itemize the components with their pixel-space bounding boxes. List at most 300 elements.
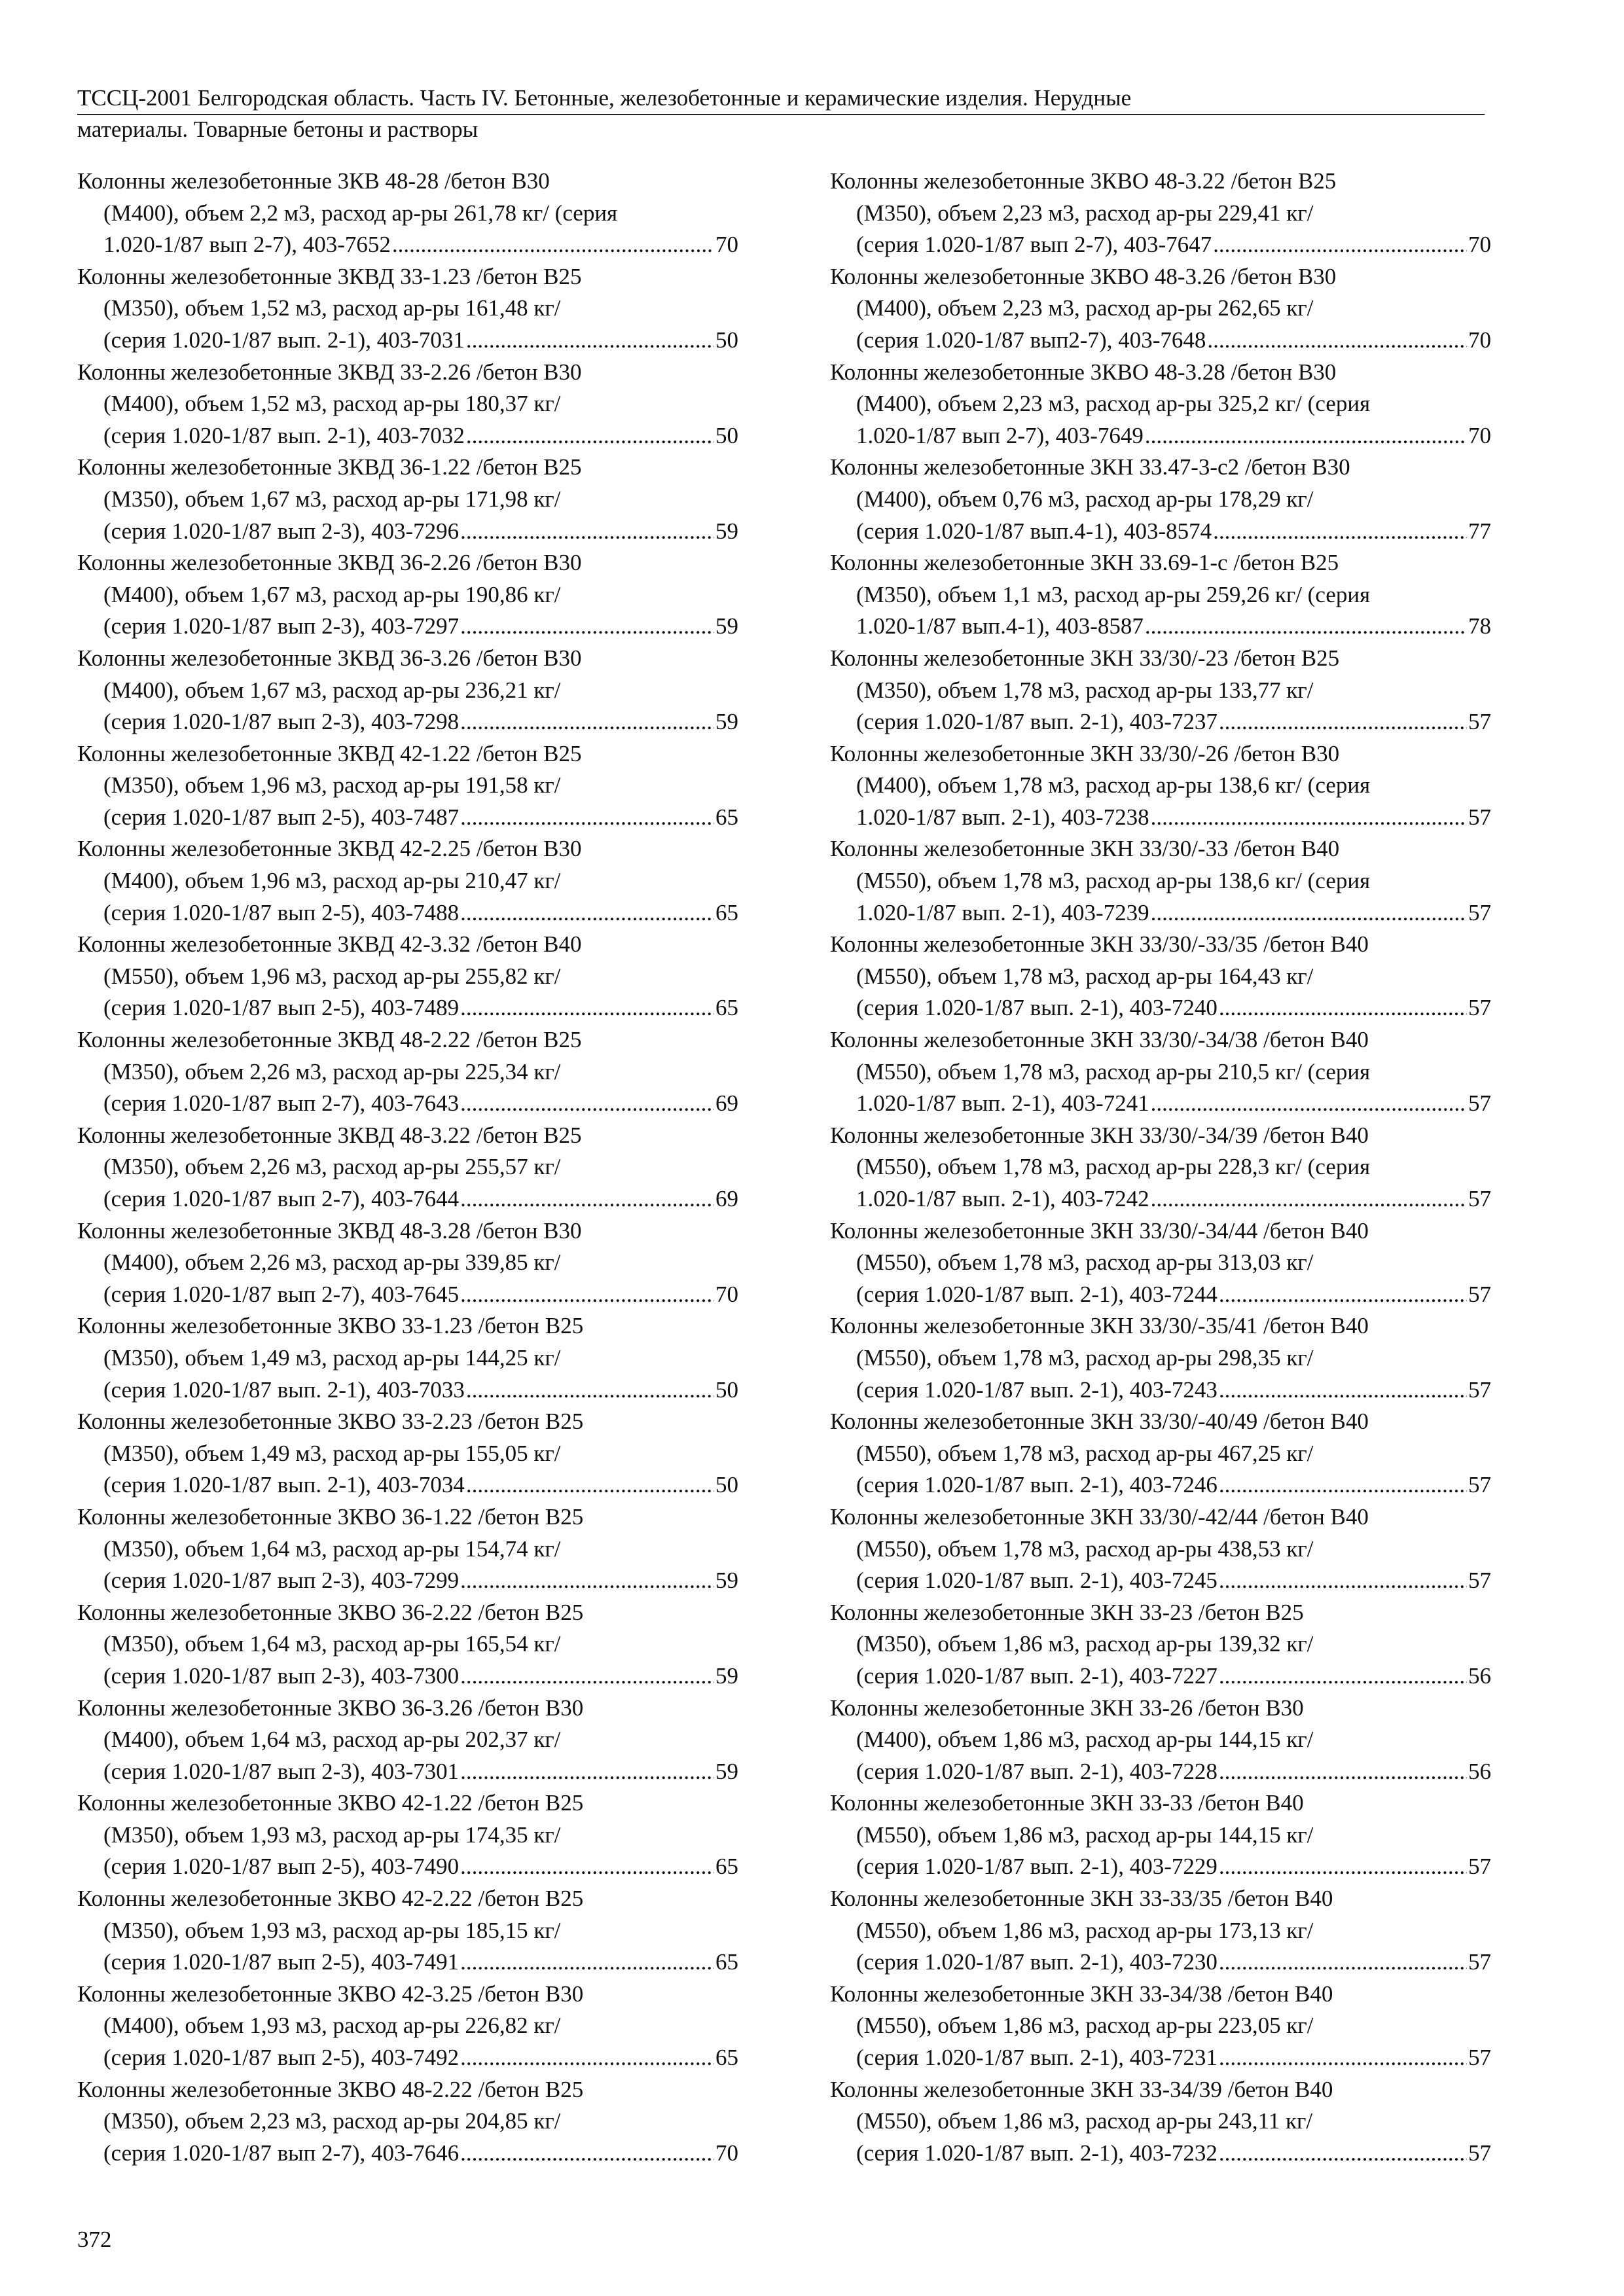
index-entry (830, 1787, 1491, 1883)
entry-reference: (серия 1.020-1/87 вып. 2-1), 403-7034 (103, 1472, 465, 1498)
entry-line-1: Колонны железобетонные 3КВД 36-1.22 /бетон В25 (77, 454, 582, 480)
index-entry (77, 1979, 738, 2074)
entry-reference: (серия 1.020-1/87 вып 2-3), 403-7299 (103, 1568, 460, 1594)
entry-line-2: (М550), объем 1,78 м3, расход ар-ры 313,03 кг/ (856, 1249, 1314, 1276)
entry-line-2: (М350), объем 1,67 м3, расход ар-ры 171,98 кг/ (103, 486, 561, 512)
entry-reference: (серия 1.020-1/87 вып 2-3), 403-7296 (103, 518, 460, 544)
entry-line-1: Колонны железобетонные 3КВО 48-3.26 /бетон В30 (830, 263, 1337, 289)
entry-line-1: Колонны железобетонные 3КВД 42-3.32 /бетон В40 (77, 931, 582, 958)
entry-page-number: 50 (715, 1472, 738, 1498)
index-entry (77, 1597, 738, 1693)
entry-line-3 (77, 706, 738, 738)
entry-line-2: (М550), объем 1,78 м3, расход ар-ры 228,3 кг/ (серия (856, 1154, 1371, 1180)
index-entry (830, 2074, 1491, 2170)
entry-line-1: Колонны железобетонные 3КН 33/30/-34/38 /бетон В40 (830, 1027, 1369, 1053)
dot-leader (460, 1660, 714, 1693)
entry-reference: (серия 1.020-1/87 вып. 2-1), 403-7228 (856, 1758, 1218, 1784)
entry-page-number: 59 (715, 1568, 738, 1594)
dot-leader (1219, 706, 1467, 738)
entry-reference: 1.020-1/87 вып. 2-1), 403-7238 (856, 804, 1149, 830)
index-entry (77, 738, 738, 834)
entry-line-3 (77, 1088, 738, 1120)
entry-page-number: 57 (1468, 804, 1491, 830)
entry-line-2: (М400), объем 1,93 м3, расход ар-ры 226,82 кг/ (103, 2013, 561, 2039)
entry-line-3 (830, 1756, 1491, 1788)
entry-line-2: (М350), объем 2,23 м3, расход ар-ры 204,85 кг/ (103, 2108, 561, 2134)
entry-line-1: Колонны железобетонные 3КН 33/30/-34/44 /бетон В40 (830, 1217, 1369, 1244)
entry-line-1: Колонны железобетонные 3КВД 48-2.22 /бетон В25 (77, 1027, 582, 1053)
index-entry (77, 1310, 738, 1406)
entry-line-2: (М400), объем 1,52 м3, расход ар-ры 180,37 кг/ (103, 391, 561, 417)
entry-page-number: 59 (715, 518, 738, 544)
header-title-line-1: ТССЦ-2001 Белгородская область. Часть IV. Бетонные, железобетонные и керамические изделия. Нерудные (77, 84, 1485, 115)
entry-page-number: 65 (715, 1949, 738, 1975)
entry-line-3 (77, 992, 738, 1024)
entry-line-1: Колонны железобетонные 3КН 33/30/-35/41 /бетон В40 (830, 1313, 1369, 1339)
entry-page-number: 77 (1468, 518, 1491, 544)
entry-line-1: Колонны железобетонные 3КВО 48-3.28 /бетон В30 (830, 359, 1337, 385)
entry-line-3 (77, 325, 738, 357)
index-entry (77, 1787, 738, 1883)
index-entry (830, 261, 1491, 357)
dot-leader (1219, 1851, 1467, 1883)
entry-page-number: 57 (1468, 1949, 1491, 1975)
entry-reference: 1.020-1/87 вып. 2-1), 403-7241 (856, 1090, 1149, 1117)
entry-reference: (серия 1.020-1/87 вып 2-7), 403-7645 (103, 1281, 460, 1307)
dot-leader (460, 992, 714, 1024)
entry-line-3 (830, 420, 1491, 452)
dot-leader (460, 1279, 714, 1311)
dot-leader (1219, 1469, 1467, 1501)
entry-line-3 (77, 611, 738, 643)
entry-page-number: 57 (1468, 1090, 1491, 1117)
dot-leader (460, 1088, 714, 1120)
index-entry (830, 1406, 1491, 1501)
entry-reference: 1.020-1/87 вып. 2-1), 403-7242 (856, 1186, 1149, 1211)
entry-line-3 (830, 802, 1491, 834)
entry-line-3 (830, 897, 1491, 929)
dot-leader (460, 706, 714, 738)
entry-line-3 (77, 229, 738, 261)
entry-line-2: (М350), объем 2,26 м3, расход ар-ры 225,34 кг/ (103, 1058, 561, 1085)
dot-leader (460, 611, 714, 643)
entry-reference: (серия 1.020-1/87 вып 2-5), 403-7487 (103, 804, 460, 830)
entry-page-number: 65 (715, 899, 738, 925)
entry-line-1: Колонны железобетонные 3КН 33/30/-40/49 /бетон В40 (830, 1408, 1369, 1435)
entry-page-number: 70 (715, 2140, 738, 2166)
dot-leader (1207, 325, 1467, 357)
entry-line-2: (М400), объем 2,26 м3, расход ар-ры 339,85 кг/ (103, 1249, 561, 1276)
dot-leader (460, 1565, 714, 1597)
entry-line-2: (М550), объем 1,78 м3, расход ар-ры 298,35 кг/ (856, 1344, 1314, 1371)
entry-page-number: 65 (715, 995, 738, 1021)
dot-leader (1145, 611, 1467, 643)
entry-line-2: (М350), объем 1,86 м3, расход ар-ры 139,32 кг/ (856, 1631, 1314, 1657)
entry-line-1: Колонны железобетонные 3КН 33-33 /бетон В40 (830, 1790, 1304, 1816)
entry-reference: (серия 1.020-1/87 вып 2-3), 403-7297 (103, 613, 460, 639)
entry-line-3 (830, 2042, 1491, 2074)
entry-line-1: Колонны железобетонные 3КВО 36-2.22 /бетон В25 (77, 1599, 584, 1625)
entry-line-3 (830, 2138, 1491, 2170)
entry-line-1: Колонны железобетонные 3КВО 48-3.22 /бетон В25 (830, 168, 1337, 194)
entry-line-2: (М350), объем 1,96 м3, расход ар-ры 191,58 кг/ (103, 772, 561, 798)
entry-reference: (серия 1.020-1/87 вып 2-3), 403-7300 (103, 1662, 460, 1689)
entry-page-number: 59 (715, 1662, 738, 1689)
dot-leader (466, 420, 714, 452)
dot-leader (1219, 1279, 1467, 1311)
entry-page-number: 57 (1468, 1854, 1491, 1880)
entry-line-1: Колонны железобетонные 3КВД 42-1.22 /бетон В25 (77, 740, 582, 766)
entry-page-number: 59 (715, 709, 738, 735)
entry-reference: (серия 1.020-1/87 вып2-7), 403-7648 (856, 327, 1206, 353)
entry-line-2: (М400), объем 1,96 м3, расход ар-ры 210,47 кг/ (103, 868, 561, 894)
entry-line-1: Колонны железобетонные 3КН 33-23 /бетон В25 (830, 1599, 1304, 1625)
dot-leader (1213, 229, 1467, 261)
entry-line-2: (М350), объем 1,49 м3, расход ар-ры 144,25 кг/ (103, 1344, 561, 1371)
index-column-right (830, 166, 1491, 2169)
entry-line-3 (830, 1088, 1491, 1120)
entry-page-number: 57 (1468, 709, 1491, 735)
entry-reference: (серия 1.020-1/87 вып. 2-1), 403-7227 (856, 1662, 1218, 1689)
entry-line-2: (М400), объем 2,23 м3, расход ар-ры 262,65 кг/ (856, 295, 1314, 321)
dot-leader (1219, 1374, 1467, 1407)
entry-line-2: (М400), объем 1,67 м3, расход ар-ры 236,21 кг/ (103, 677, 561, 703)
entry-line-3 (830, 706, 1491, 738)
entry-reference: (серия 1.020-1/87 вып. 2-1), 403-7033 (103, 1376, 465, 1403)
entry-reference: 1.020-1/87 вып. 2-1), 403-7239 (856, 899, 1149, 925)
entry-page-number: 57 (1468, 1472, 1491, 1498)
entry-reference: (серия 1.020-1/87 вып. 2-1), 403-7231 (856, 2045, 1218, 2071)
entry-line-3 (830, 611, 1491, 643)
entry-line-2: (М400), объем 1,67 м3, расход ар-ры 190,86 кг/ (103, 581, 561, 607)
entry-page-number: 70 (1468, 327, 1491, 353)
entry-reference: (серия 1.020-1/87 вып. 2-1), 403-7240 (856, 995, 1218, 1021)
entry-line-2: (М550), объем 1,78 м3, расход ар-ры 210,5 кг/ (серия (856, 1058, 1371, 1085)
entry-line-1: Колонны железобетонные 3КН 33/30/-42/44 /бетон В40 (830, 1503, 1369, 1530)
entry-line-3 (77, 516, 738, 548)
entry-line-2: (М550), объем 1,78 м3, расход ар-ры 164,43 кг/ (856, 963, 1314, 989)
index-entry (77, 1693, 738, 1788)
index-entry (77, 1120, 738, 1215)
entry-page-number: 57 (1468, 899, 1491, 925)
entry-reference: (серия 1.020-1/87 вып 2-5), 403-7491 (103, 1949, 460, 1975)
entry-line-3 (77, 1565, 738, 1597)
index-entry (830, 166, 1491, 261)
index-entry (77, 357, 738, 452)
entry-reference: (серия 1.020-1/87 вып. 2-1), 403-7243 (856, 1376, 1218, 1403)
index-entry (77, 929, 738, 1024)
index-entry (830, 1024, 1491, 1120)
entry-line-1: Колонны железобетонные 3КН 33/30/-34/39 /бетон В40 (830, 1122, 1369, 1148)
index-entry (77, 2074, 738, 2170)
entry-line-2: (М400), объем 1,64 м3, расход ар-ры 202,37 кг/ (103, 1727, 561, 1753)
entry-line-1: Колонны железобетонные 3КВД 48-3.22 /бетон В25 (77, 1122, 582, 1148)
entry-reference: (серия 1.020-1/87 вып 2-5), 403-7489 (103, 995, 460, 1021)
index-entry (77, 547, 738, 643)
entry-line-3 (830, 1469, 1491, 1501)
page-number: 372 (77, 2227, 112, 2252)
entry-page-number: 69 (715, 1186, 738, 1211)
entry-line-3 (77, 2042, 738, 2074)
index-entry (830, 357, 1491, 452)
entry-line-3 (830, 992, 1491, 1024)
entry-reference: (серия 1.020-1/87 вып.4-1), 403-8574 (856, 518, 1212, 544)
entry-line-3 (830, 1374, 1491, 1407)
entry-line-3 (77, 1279, 738, 1311)
index-entry (77, 643, 738, 738)
page-header (77, 84, 1485, 144)
entry-line-2: (М350), объем 1,93 м3, расход ар-ры 174,35 кг/ (103, 1821, 561, 1848)
entry-line-2: (М350), объем 1,49 м3, расход ар-ры 155,05 кг/ (103, 1440, 561, 1466)
entry-line-1: Колонны железобетонные 3КН 33.69-1-с /бетон В25 (830, 550, 1339, 576)
index-entry (830, 643, 1491, 738)
entry-page-number: 57 (1468, 1186, 1491, 1211)
entry-line-2: (М550), объем 1,86 м3, расход ар-ры 243,11 кг/ (856, 2108, 1313, 2134)
entry-line-1: Колонны железобетонные 3КН 33-34/39 /бетон В40 (830, 2076, 1333, 2102)
entry-reference: (серия 1.020-1/87 вып 2-7), 403-7643 (103, 1090, 460, 1117)
entry-line-2: (М400), объем 0,76 м3, расход ар-ры 178,29 кг/ (856, 486, 1314, 512)
entry-reference: (серия 1.020-1/87 вып. 2-1), 403-7246 (856, 1472, 1218, 1498)
entry-line-1: Колонны железобетонные 3КН 33/30/-33/35 /бетон В40 (830, 931, 1369, 958)
index-entry (77, 1406, 738, 1501)
entry-line-2: (М350), объем 1,52 м3, расход ар-ры 161,48 кг/ (103, 295, 561, 321)
index-entry (77, 1501, 738, 1597)
entry-line-1: Колонны железобетонные 3КН 33/30/-23 /бетон В25 (830, 645, 1340, 671)
index-entry (830, 1883, 1491, 1979)
index-column-left (77, 166, 738, 2169)
entry-reference: 1.020-1/87 вып.4-1), 403-8587 (856, 613, 1144, 639)
entry-line-1: Колонны железобетонные 3КН 33-33/35 /бетон В40 (830, 1886, 1333, 1912)
entry-reference: (серия 1.020-1/87 вып 2-5), 403-7492 (103, 2045, 460, 2071)
index-entry (830, 1215, 1491, 1311)
entry-page-number: 69 (715, 1090, 738, 1117)
entry-reference: (серия 1.020-1/87 вып 2-7), 403-7644 (103, 1186, 460, 1211)
index-entry (830, 833, 1491, 929)
entry-line-2: (М550), объем 1,86 м3, расход ар-ры 144,15 кг/ (856, 1821, 1314, 1848)
entry-line-2: (М400), объем 2,2 м3, расход ар-ры 261,78 кг/ (серия (103, 200, 618, 226)
index-entry (77, 833, 738, 929)
dot-leader (460, 1851, 714, 1883)
entry-page-number: 57 (1468, 1281, 1491, 1307)
entry-line-3 (830, 1279, 1491, 1311)
entry-page-number: 70 (715, 1281, 738, 1307)
index-entry (77, 452, 738, 547)
entry-reference: (серия 1.020-1/87 вып. 2-1), 403-7229 (856, 1854, 1218, 1880)
entry-line-3 (830, 325, 1491, 357)
entry-line-2: (М550), объем 1,78 м3, расход ар-ры 467,25 кг/ (856, 1440, 1314, 1466)
dot-leader (1151, 1183, 1467, 1215)
entry-line-3 (830, 1946, 1491, 1979)
index-entry (830, 452, 1491, 547)
entry-line-1: Колонны железобетонные 3КВД 48-3.28 /бетон В30 (77, 1217, 582, 1244)
entry-line-3 (77, 1183, 738, 1215)
entry-line-1: Колонны железобетонные 3КВО 36-3.26 /бетон В30 (77, 1695, 584, 1721)
entry-line-2: (М350), объем 1,93 м3, расход ар-ры 185,15 кг/ (103, 1917, 561, 1943)
entry-line-2: (М350), объем 1,64 м3, расход ар-ры 154,74 кг/ (103, 1535, 561, 1562)
entry-line-1: Колонны железобетонные 3КВО 48-2.22 /бетон В25 (77, 2076, 584, 2102)
entry-line-3 (830, 1565, 1491, 1597)
entry-line-1: Колонны железобетонные 3КВО 33-1.23 /бетон В25 (77, 1313, 584, 1339)
dot-leader (1213, 516, 1467, 548)
index-entry (830, 1120, 1491, 1215)
entry-line-1: Колонны железобетонные 3КВД 33-2.26 /бетон В30 (77, 359, 582, 385)
entry-page-number: 57 (1468, 1376, 1491, 1403)
index-entry (77, 1024, 738, 1120)
entry-page-number: 50 (715, 422, 738, 448)
entry-reference: (серия 1.020-1/87 вып 2-5), 403-7490 (103, 1854, 460, 1880)
dot-leader (466, 1374, 714, 1407)
dot-leader (460, 2138, 714, 2170)
index-entry (830, 1693, 1491, 1788)
dot-leader (466, 1469, 714, 1501)
entry-line-1: Колонны железобетонные 3КН 33/30/-33 /бетон В40 (830, 836, 1340, 862)
index-entry (830, 738, 1491, 834)
entry-line-2: (М350), объем 1,78 м3, расход ар-ры 133,77 кг/ (856, 677, 1314, 703)
index-entry (830, 1310, 1491, 1406)
entry-line-3 (77, 1756, 738, 1788)
dot-leader (1219, 1756, 1467, 1788)
entry-line-3 (830, 1660, 1491, 1693)
index-entry (830, 929, 1491, 1024)
entry-page-number: 50 (715, 327, 738, 353)
dot-leader (1219, 1946, 1467, 1979)
entry-line-1: Колонны железобетонные 3КВО 42-3.25 /бетон В30 (77, 1981, 584, 2007)
dot-leader (460, 897, 714, 929)
entry-page-number: 57 (1468, 2140, 1491, 2166)
dot-leader (460, 802, 714, 834)
entry-line-3 (77, 897, 738, 929)
entry-line-2: (М350), объем 1,64 м3, расход ар-ры 165,54 кг/ (103, 1631, 561, 1657)
entry-page-number: 78 (1468, 613, 1491, 639)
dot-leader (1219, 2042, 1467, 2074)
dot-leader (1151, 1088, 1467, 1120)
dot-leader (1219, 1565, 1467, 1597)
dot-leader (1219, 1660, 1467, 1693)
header-title-line-2: материалы. Товарные бетоны и растворы (77, 117, 478, 142)
entry-line-3 (77, 1851, 738, 1883)
entry-reference: 1.020-1/87 вып 2-7), 403-7652 (103, 232, 391, 258)
entry-line-2: (М400), объем 2,23 м3, расход ар-ры 325,2 кг/ (серия (856, 391, 1371, 417)
index-entry (830, 1597, 1491, 1693)
entry-page-number: 65 (715, 804, 738, 830)
entry-page-number: 65 (715, 1854, 738, 1880)
index-entry (830, 1501, 1491, 1597)
entry-line-2: (М550), объем 1,86 м3, расход ар-ры 173,13 кг/ (856, 1917, 1314, 1943)
entry-page-number: 50 (715, 1376, 738, 1403)
entry-page-number: 70 (1468, 422, 1491, 448)
entry-line-1: Колонны железобетонные 3КВД 36-3.26 /бетон В30 (77, 645, 582, 671)
entry-line-3 (77, 1469, 738, 1501)
entry-reference: (серия 1.020-1/87 вып. 2-1), 403-7032 (103, 422, 465, 448)
index-entry (830, 1979, 1491, 2074)
entry-line-3 (77, 1374, 738, 1407)
entry-line-1: Колонны железобетонные 3КВО 42-2.22 /бетон В25 (77, 1886, 584, 1912)
dot-leader (1151, 802, 1467, 834)
dot-leader (1219, 2138, 1467, 2170)
entry-line-1: Колонны железобетонные 3КН 33/30/-26 /бетон В30 (830, 740, 1340, 766)
entry-page-number: 56 (1468, 1758, 1491, 1784)
entry-page-number: 70 (715, 232, 738, 258)
entry-line-1: Колонны железобетонные 3КВО 42-1.22 /бетон В25 (77, 1790, 584, 1816)
entry-line-3 (77, 2138, 738, 2170)
dot-leader (460, 1183, 714, 1215)
entry-page-number: 56 (1468, 1662, 1491, 1689)
dot-leader (460, 516, 714, 548)
entry-reference: (серия 1.020-1/87 вып. 2-1), 403-7031 (103, 327, 465, 353)
entry-reference: 1.020-1/87 вып 2-7), 403-7649 (856, 422, 1144, 448)
entry-reference: (серия 1.020-1/87 вып. 2-1), 403-7237 (856, 709, 1218, 735)
entry-line-2: (М400), объем 1,86 м3, расход ар-ры 144,15 кг/ (856, 1727, 1314, 1753)
entry-line-2: (М350), объем 2,26 м3, расход ар-ры 255,57 кг/ (103, 1154, 561, 1180)
entry-line-1: Колонны железобетонные 3КВ 48-28 /бетон В30 (77, 168, 550, 194)
entry-line-2: (М350), объем 1,1 м3, расход ар-ры 259,26 кг/ (серия (856, 581, 1371, 607)
entry-line-2: (М550), объем 1,78 м3, расход ар-ры 438,53 кг/ (856, 1535, 1314, 1562)
entry-line-3 (77, 1660, 738, 1693)
entry-line-1: Колонны железобетонные 3КВД 33-1.23 /бетон В25 (77, 263, 582, 289)
entry-page-number: 57 (1468, 1568, 1491, 1594)
entry-line-1: Колонны железобетонные 3КН 33-34/38 /бетон В40 (830, 1981, 1333, 2007)
entry-reference: (серия 1.020-1/87 вып 2-3), 403-7298 (103, 709, 460, 735)
entry-reference: (серия 1.020-1/87 вып 2-5), 403-7488 (103, 899, 460, 925)
index-entry (77, 1883, 738, 1979)
entry-page-number: 57 (1468, 2045, 1491, 2071)
dot-leader (466, 325, 714, 357)
entry-line-3 (77, 802, 738, 834)
entry-line-2: (М550), объем 1,78 м3, расход ар-ры 138,6 кг/ (серия (856, 868, 1371, 894)
entry-page-number: 59 (715, 613, 738, 639)
entry-line-3 (77, 1946, 738, 1979)
entry-page-number: 57 (1468, 995, 1491, 1021)
dot-leader (460, 1946, 714, 1979)
entry-reference: (серия 1.020-1/87 вып 2-3), 403-7301 (103, 1758, 460, 1784)
dot-leader (1145, 420, 1467, 452)
entry-line-2: (М350), объем 2,23 м3, расход ар-ры 229,41 кг/ (856, 200, 1314, 226)
entry-line-1: Колонны железобетонные 3КВД 36-2.26 /бетон В30 (77, 550, 582, 576)
entry-page-number: 70 (1468, 232, 1491, 258)
entry-line-1: Колонны железобетонные 3КВО 36-1.22 /бетон В25 (77, 1503, 584, 1530)
entry-line-3 (830, 1183, 1491, 1215)
index-entry (77, 166, 738, 261)
entry-line-3 (830, 1851, 1491, 1883)
entry-line-1: Колонны железобетонные 3КН 33.47-3-с2 /бетон В30 (830, 454, 1350, 480)
entry-line-1: Колонны железобетонные 3КН 33-26 /бетон В30 (830, 1695, 1304, 1721)
entry-line-1: Колонны железобетонные 3КВД 42-2.25 /бетон В30 (77, 836, 582, 862)
dot-leader (460, 2042, 714, 2074)
entry-reference: (серия 1.020-1/87 вып. 2-1), 403-7232 (856, 2140, 1218, 2166)
index-entry (830, 547, 1491, 643)
entry-reference: (серия 1.020-1/87 вып. 2-1), 403-7230 (856, 1949, 1218, 1975)
dot-leader (1219, 992, 1467, 1024)
entry-line-3 (830, 229, 1491, 261)
index-entry (77, 1215, 738, 1311)
entry-line-2: (М550), объем 1,96 м3, расход ар-ры 255,82 кг/ (103, 963, 561, 989)
dot-leader (1151, 897, 1467, 929)
entry-line-2: (М400), объем 1,78 м3, расход ар-ры 138,6 кг/ (серия (856, 772, 1371, 798)
entry-line-2: (М550), объем 1,86 м3, расход ар-ры 223,05 кг/ (856, 2013, 1314, 2039)
entry-reference: (серия 1.020-1/87 вып. 2-1), 403-7245 (856, 1568, 1218, 1594)
entry-line-3 (77, 420, 738, 452)
dot-leader (392, 229, 714, 261)
dot-leader (460, 1756, 714, 1788)
index-entry (77, 261, 738, 357)
entry-page-number: 65 (715, 2045, 738, 2071)
entry-reference: (серия 1.020-1/87 вып. 2-1), 403-7244 (856, 1281, 1218, 1307)
entry-reference: (серия 1.020-1/87 вып 2-7), 403-7647 (856, 232, 1212, 258)
entry-line-1: Колонны железобетонные 3КВО 33-2.23 /бетон В25 (77, 1408, 584, 1435)
entry-reference: (серия 1.020-1/87 вып 2-7), 403-7646 (103, 2140, 460, 2166)
entry-page-number: 59 (715, 1758, 738, 1784)
entry-line-3 (830, 516, 1491, 548)
